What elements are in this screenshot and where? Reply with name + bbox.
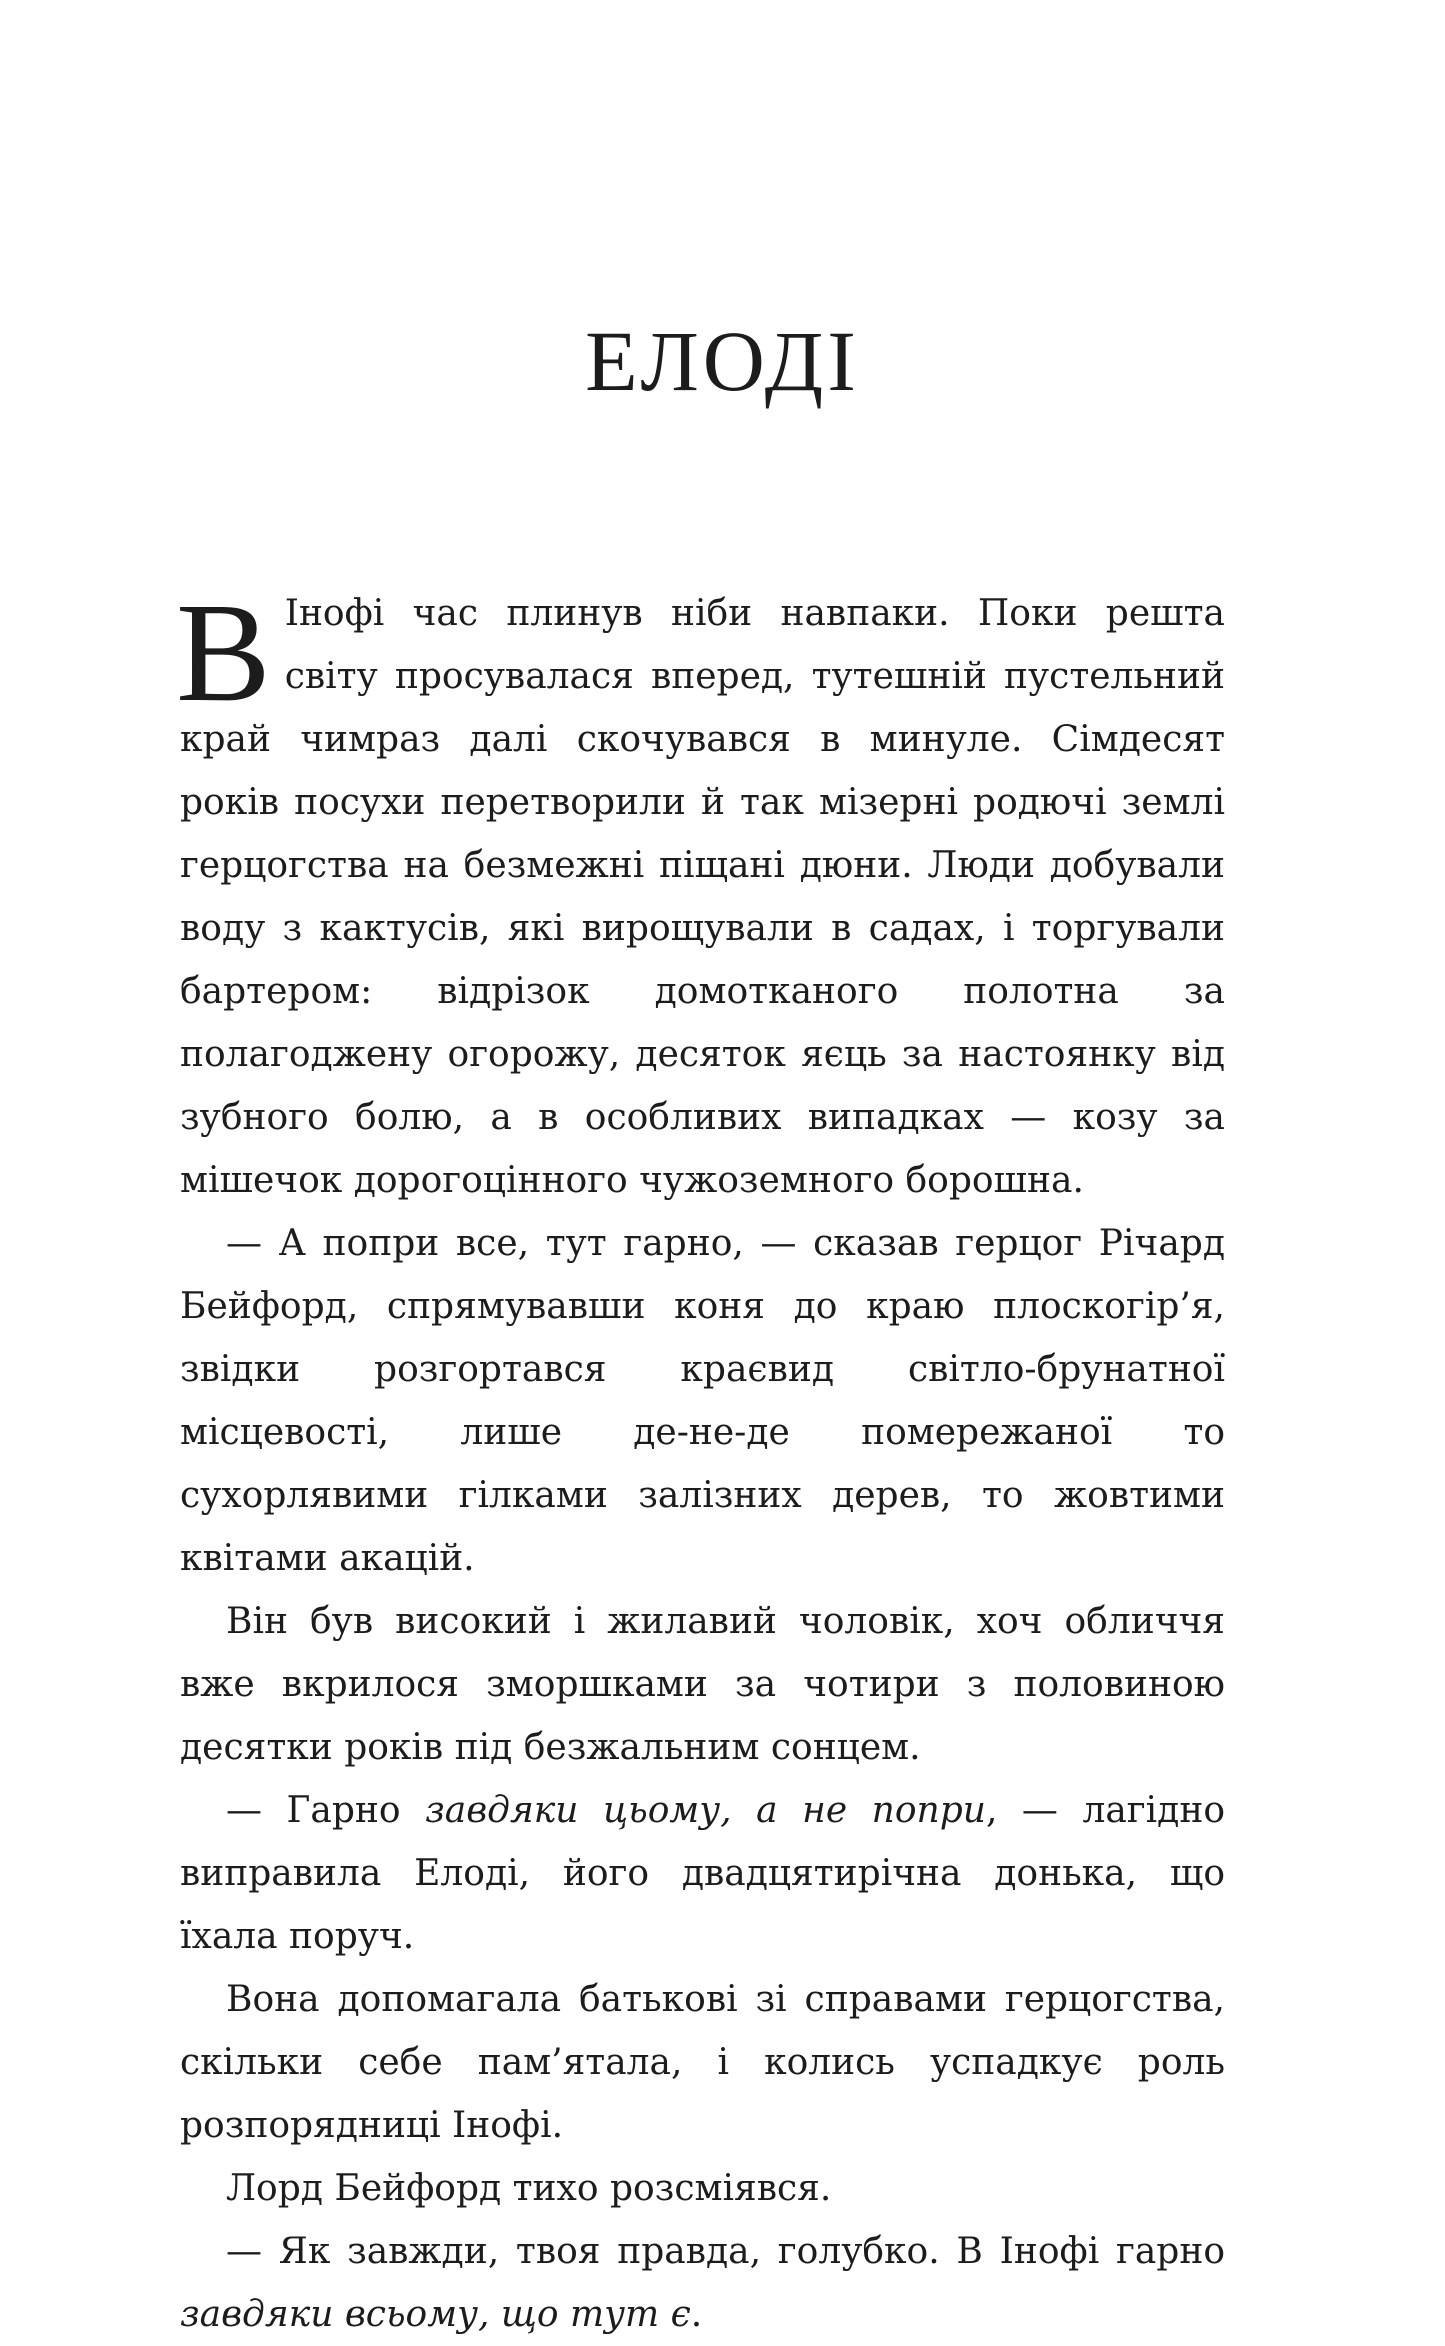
chapter-title: ЕЛОДІ	[585, 313, 860, 409]
chapter-body	[176, 573, 1226, 2346]
paragraph-1-text: Інофі час плинув ніби навпаки. Поки решта світу просувалася вперед, тутешній пустельний край чимраз далі скочувався в минуле. Сімдесят років посухи перетворили й так мізерні родючі землі герцогства на безмежні піщані дюни. Люди добували воду з кактусів, які вирощували в садах, і торгували бартером: відрізок домотканого полотна за полагоджену огорожу, десяток яєць за настоянку від зубного болю, а в особливих випадках — козу за мішечок дорогоцінного чужоземного борошна.	[180, 593, 1225, 1201]
paragraph-1	[176, 573, 1225, 1212]
paragraph-7-pre: — Як завжди, твоя правда, голубко. В Інофі гарно	[226, 2231, 1225, 2272]
paragraph-6: Лорд Бейфорд тихо розсміявся.	[226, 2168, 832, 2209]
paragraph-4	[180, 1779, 1225, 1968]
paragraph-5: Вона допомагала батькові зі справами герцогства, скільки себе пам’ятала, і колись успадкує роль розпорядниці Інофі.	[180, 1979, 1225, 2146]
paragraph-7	[180, 2220, 1225, 2346]
paragraph-7-italic: завдяки всьому, що тут є	[180, 2294, 691, 2335]
drop-cap: В	[176, 573, 271, 731]
paragraph-2: — А попри все, тут гарно, — сказав герцог Річард Бейфорд, спрямувавши коня до краю плоскогір’я, звідки розгортався краєвид світло-брунатної місцевості, лише де-не-де помережаної то сухорлявими гілками залізних дерев, то жовтими квітами акацій.	[180, 1223, 1225, 1579]
paragraph-4-italic: завдяки цьому, а не попри	[425, 1790, 986, 1831]
paragraph-4-post: , — лагідно виправила Елоді, його двадцятирічна донька, що їхала поруч.	[180, 1790, 1226, 1957]
paragraph-7-post: .	[690, 2294, 703, 2335]
paragraph-4-pre: — Гарно	[226, 1790, 426, 1831]
paragraph-3: Він був високий і жилавий чоловік, хоч обличчя вже вкрилося зморшками за чотири з половиною десятки років під безжальним сонцем.	[180, 1601, 1225, 1768]
